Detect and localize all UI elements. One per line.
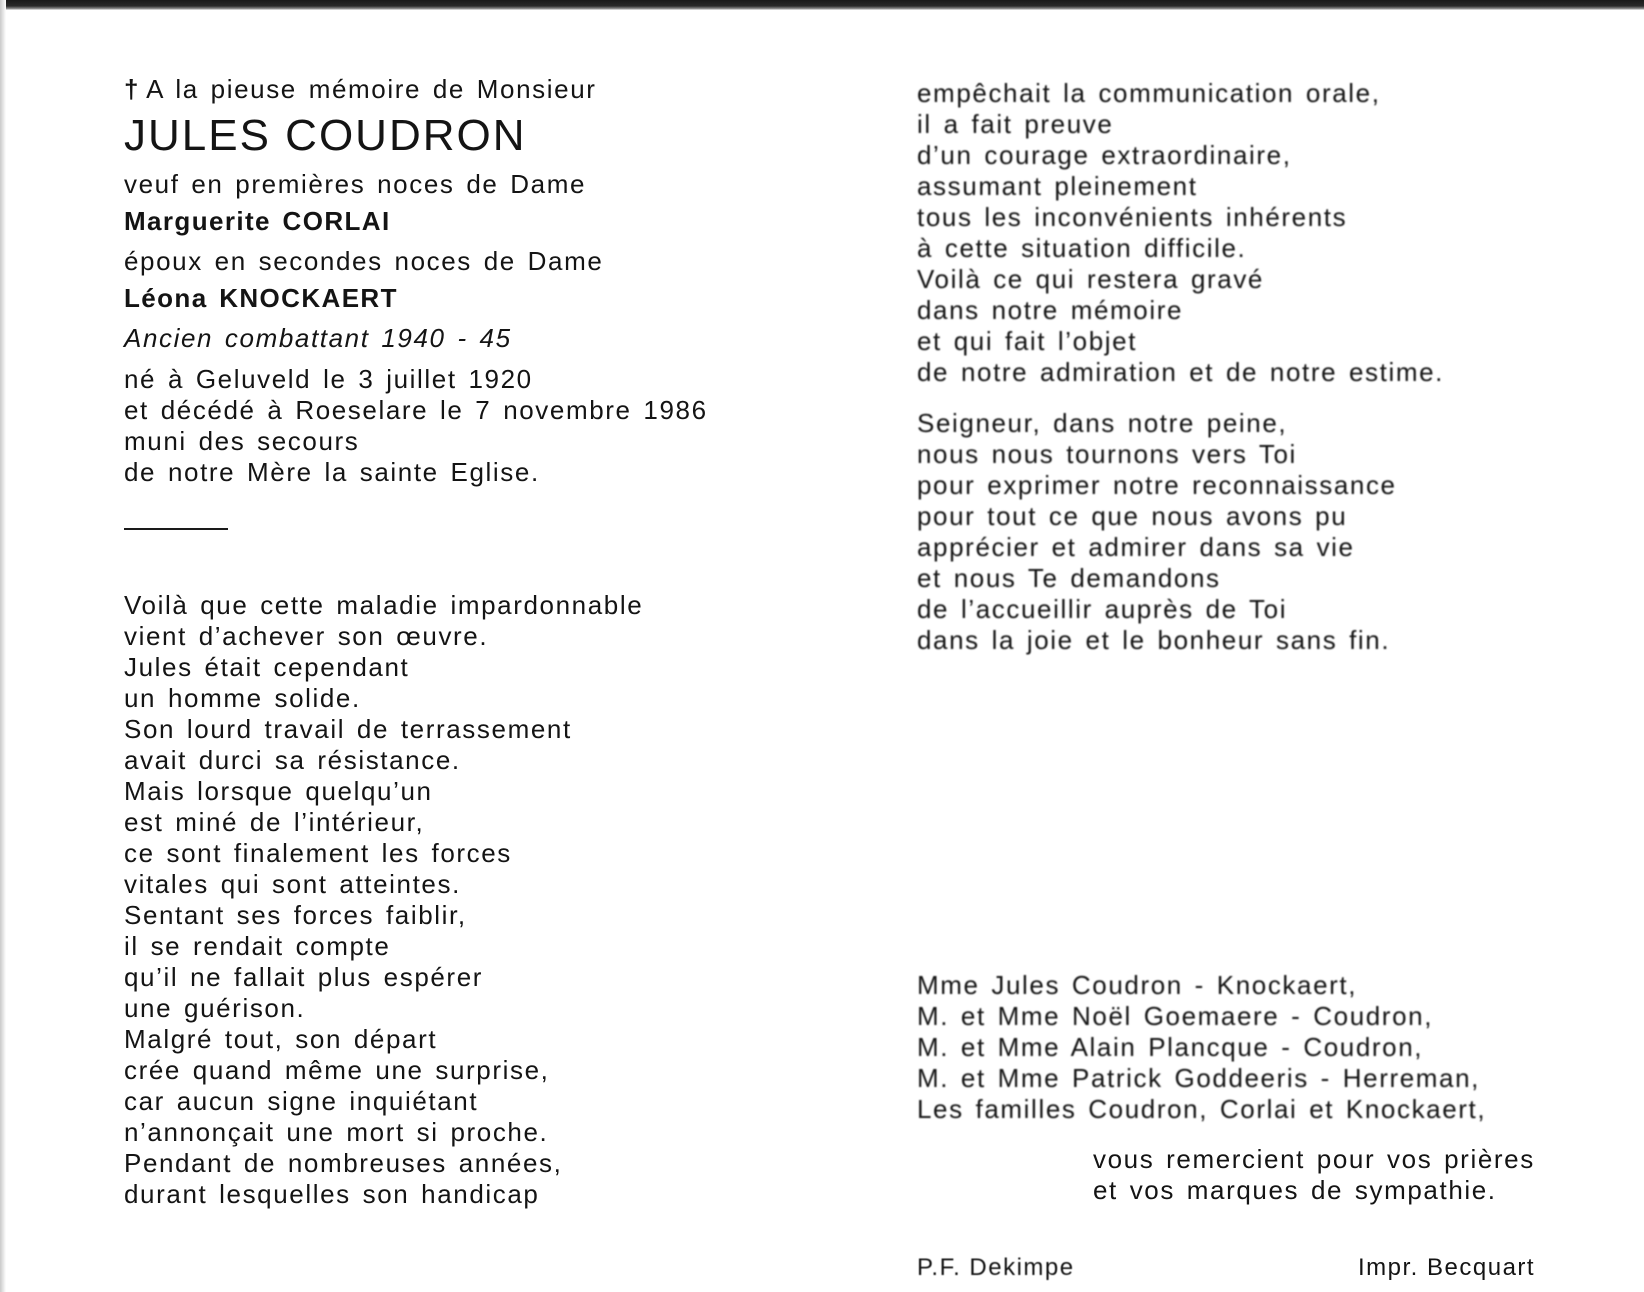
printer-credit: Impr. Becquart	[1358, 1254, 1536, 1281]
poem-line: empêchait la communication orale,	[917, 78, 1381, 108]
poem-line: assumant pleinement	[917, 171, 1198, 201]
poem-line: avait durci sa résistance.	[124, 745, 461, 775]
birth-line: né à Geluveld le 3 juillet 1920	[124, 364, 533, 394]
signer-line: M. et Mme Patrick Goddeeris - Herreman,	[917, 1063, 1480, 1093]
poem-line: ce sont finalement les forces	[124, 838, 512, 868]
poem-line: Voilà que cette maladie impardonnable	[124, 590, 644, 620]
poem-line: nous nous tournons vers Toi	[917, 439, 1297, 469]
poem-line: tous les inconvénients inhérents	[917, 202, 1348, 232]
sacrament-line-2: de notre Mère la sainte Eglise.	[124, 457, 540, 487]
signer-line: M. et Mme Alain Plancque - Coudron,	[917, 1032, 1424, 1062]
signer-line: Mme Jules Coudron - Knockaert,	[917, 970, 1358, 1000]
poem-line: Pendant de nombreuses années,	[124, 1148, 563, 1178]
divider-rule	[124, 528, 228, 530]
scan-top-border	[0, 0, 1644, 10]
poem-line: apprécier et admirer dans sa vie	[917, 532, 1355, 562]
poem-line: Voilà ce qui restera gravé	[917, 264, 1264, 294]
poem-line: et nous Te demandons	[917, 563, 1221, 593]
poem-line: un homme solide.	[124, 683, 361, 713]
thanks-line: et vos marques de sympathie.	[1093, 1175, 1497, 1205]
funeral-home-credit: P.F. Dekimpe	[917, 1254, 1075, 1281]
first-marriage-line: veuf en premières noces de Dame	[124, 169, 587, 199]
memorial-line	[124, 74, 764, 105]
first-spouse-name: Marguerite CORLAI	[124, 206, 391, 236]
poem-line: Son lourd travail de terrassement	[124, 714, 572, 744]
signers-block	[917, 970, 1617, 1125]
poem-line: n’annonçait une mort si proche.	[124, 1117, 549, 1147]
poem-line: dans la joie et le bonheur sans fin.	[917, 625, 1391, 655]
scan-left-edge	[0, 0, 6, 1292]
poem-line: Seigneur, dans notre peine,	[917, 408, 1288, 438]
poem-line: crée quand même une surprise,	[124, 1055, 550, 1085]
poem-line: vient d’achever son œuvre.	[124, 621, 489, 651]
poem-line: à cette situation difficile.	[917, 233, 1247, 263]
sacrament-line-1: muni des secours	[124, 426, 360, 456]
poem-line: une guérison.	[124, 993, 306, 1023]
death-line: et décédé à Roeselare le 7 novembre 1986	[124, 395, 708, 425]
poem-line: est miné de l’intérieur,	[124, 807, 425, 837]
poem-line: car aucun signe inquiétant	[124, 1086, 479, 1116]
veteran-line: Ancien combattant 1940 - 45	[124, 323, 512, 353]
left-column	[124, 74, 764, 1210]
poem-line: il se rendait compte	[124, 931, 391, 961]
poem-line: d’un courage extraordinaire,	[917, 140, 1292, 170]
thanks-line: vous remercient pour vos prières	[1093, 1144, 1535, 1174]
poem-line: Sentant ses forces faiblir,	[124, 900, 467, 930]
poem-line: Mais lorsque quelqu’un	[124, 776, 433, 806]
poem-line: pour exprimer notre reconnaissance	[917, 470, 1397, 500]
poem-line: pour tout ce que nous avons pu	[917, 501, 1348, 531]
poem-line: durant lesquelles son handicap	[124, 1179, 540, 1209]
left-poem	[124, 590, 764, 1210]
poem-line: Jules était cependant	[124, 652, 410, 682]
poem-line: dans notre mémoire	[917, 295, 1184, 325]
right-poem-part-1	[917, 78, 1617, 388]
poem-line: vitales qui sont atteintes.	[124, 869, 461, 899]
thanks-block	[1093, 1144, 1613, 1206]
poem-line: il a fait preuve	[917, 109, 1114, 139]
right-poem-part-2	[917, 408, 1617, 656]
right-column	[917, 78, 1617, 656]
poem-line: de l’accueillir auprès de Toi	[917, 594, 1288, 624]
poem-line: Malgré tout, son départ	[124, 1024, 438, 1054]
poem-line: qu’il ne fallait plus espérer	[124, 962, 484, 992]
deceased-name: JULES COUDRON	[124, 111, 527, 160]
poem-line: et qui fait l’objet	[917, 326, 1138, 356]
signer-line: Les familles Coudron, Corlai et Knockaert,	[917, 1094, 1487, 1124]
cross-icon: †	[124, 74, 141, 104]
poem-line: de notre admiration et de notre estime.	[917, 357, 1444, 387]
memorial-text: A la pieuse mémoire de Monsieur	[146, 74, 597, 104]
second-spouse-name: Léona KNOCKAERT	[124, 283, 398, 313]
signer-line: M. et Mme Noël Goemaere - Coudron,	[917, 1001, 1434, 1031]
second-marriage-line: époux en secondes noces de Dame	[124, 246, 604, 276]
